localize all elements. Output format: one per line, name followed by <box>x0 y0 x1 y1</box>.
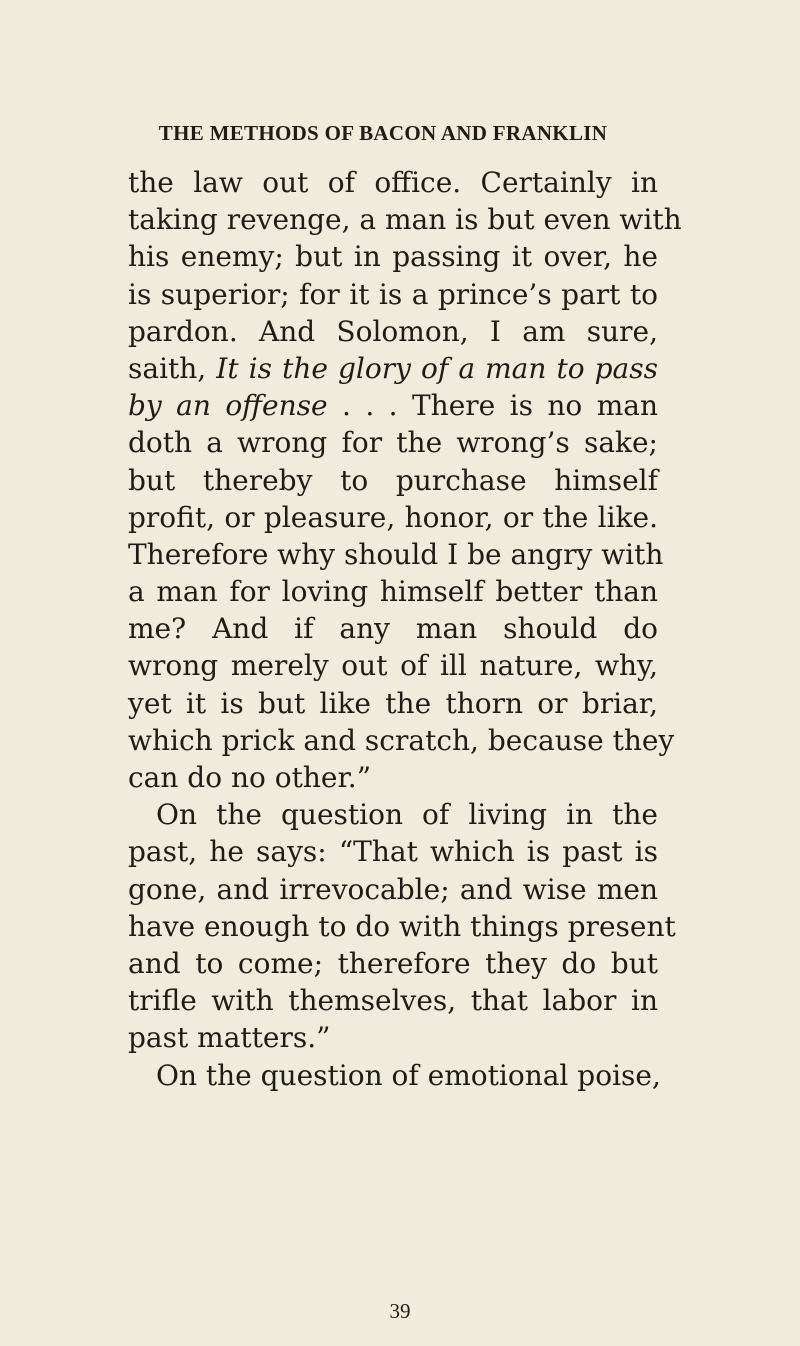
body-text <box>128 164 682 1094</box>
text-line: his enemy; but in passing it over, he <box>128 240 658 274</box>
text-line: a man for loving himself better than <box>128 575 658 609</box>
text-line: past, he says: “That which is past is <box>128 835 658 869</box>
italic-quotation: by an offense <box>128 389 328 423</box>
text-line: gone, and irrevocable; and wise men <box>128 872 658 906</box>
page-number: 39 <box>389 1299 411 1323</box>
text-line <box>128 387 658 424</box>
text-line: but thereby to purchase himself <box>128 463 658 497</box>
text-line: past matters.” <box>128 1021 331 1055</box>
text-line: Therefore why should I be angry with <box>128 537 664 571</box>
text-line: profit, or pleasure, honor, or the like. <box>128 500 658 534</box>
text-line: yet it is but like the thorn or briar, <box>128 686 658 720</box>
text-line: pardon. And Solomon, I am sure, <box>128 314 658 348</box>
text-line: trifle with themselves, that labor in <box>128 984 658 1018</box>
paragraph-start-line: On the question of emotional poise, <box>156 1058 661 1092</box>
text-fragment: . . . There is no man <box>342 389 658 423</box>
text-line: can do no other.” <box>128 761 372 794</box>
italic-quotation: It is the glory of a man to pass <box>216 351 658 385</box>
paragraph-start-line: On the question of living in the <box>156 798 658 832</box>
text-line: and to come; therefore they do but <box>128 946 658 980</box>
text-line: taking revenge, a man is but even with <box>128 203 682 237</box>
text-line: is superior; for it is a prince’s part to <box>128 277 658 311</box>
text-line: me? And if any man should do <box>128 612 658 646</box>
running-head: THE METHODS OF BACON AND FRANKLIN <box>158 121 608 145</box>
text-fragment: saith, <box>128 351 207 385</box>
text-line: have enough to do with things present <box>128 909 676 943</box>
text-line: the law out of office. Certainly in <box>128 166 658 199</box>
text-line: wrong merely out of ill nature, why, <box>128 649 658 683</box>
text-line <box>128 350 658 387</box>
text-line: which prick and scratch, because they <box>128 723 675 757</box>
text-line: doth a wrong for the wrong’s sake; <box>128 426 658 460</box>
